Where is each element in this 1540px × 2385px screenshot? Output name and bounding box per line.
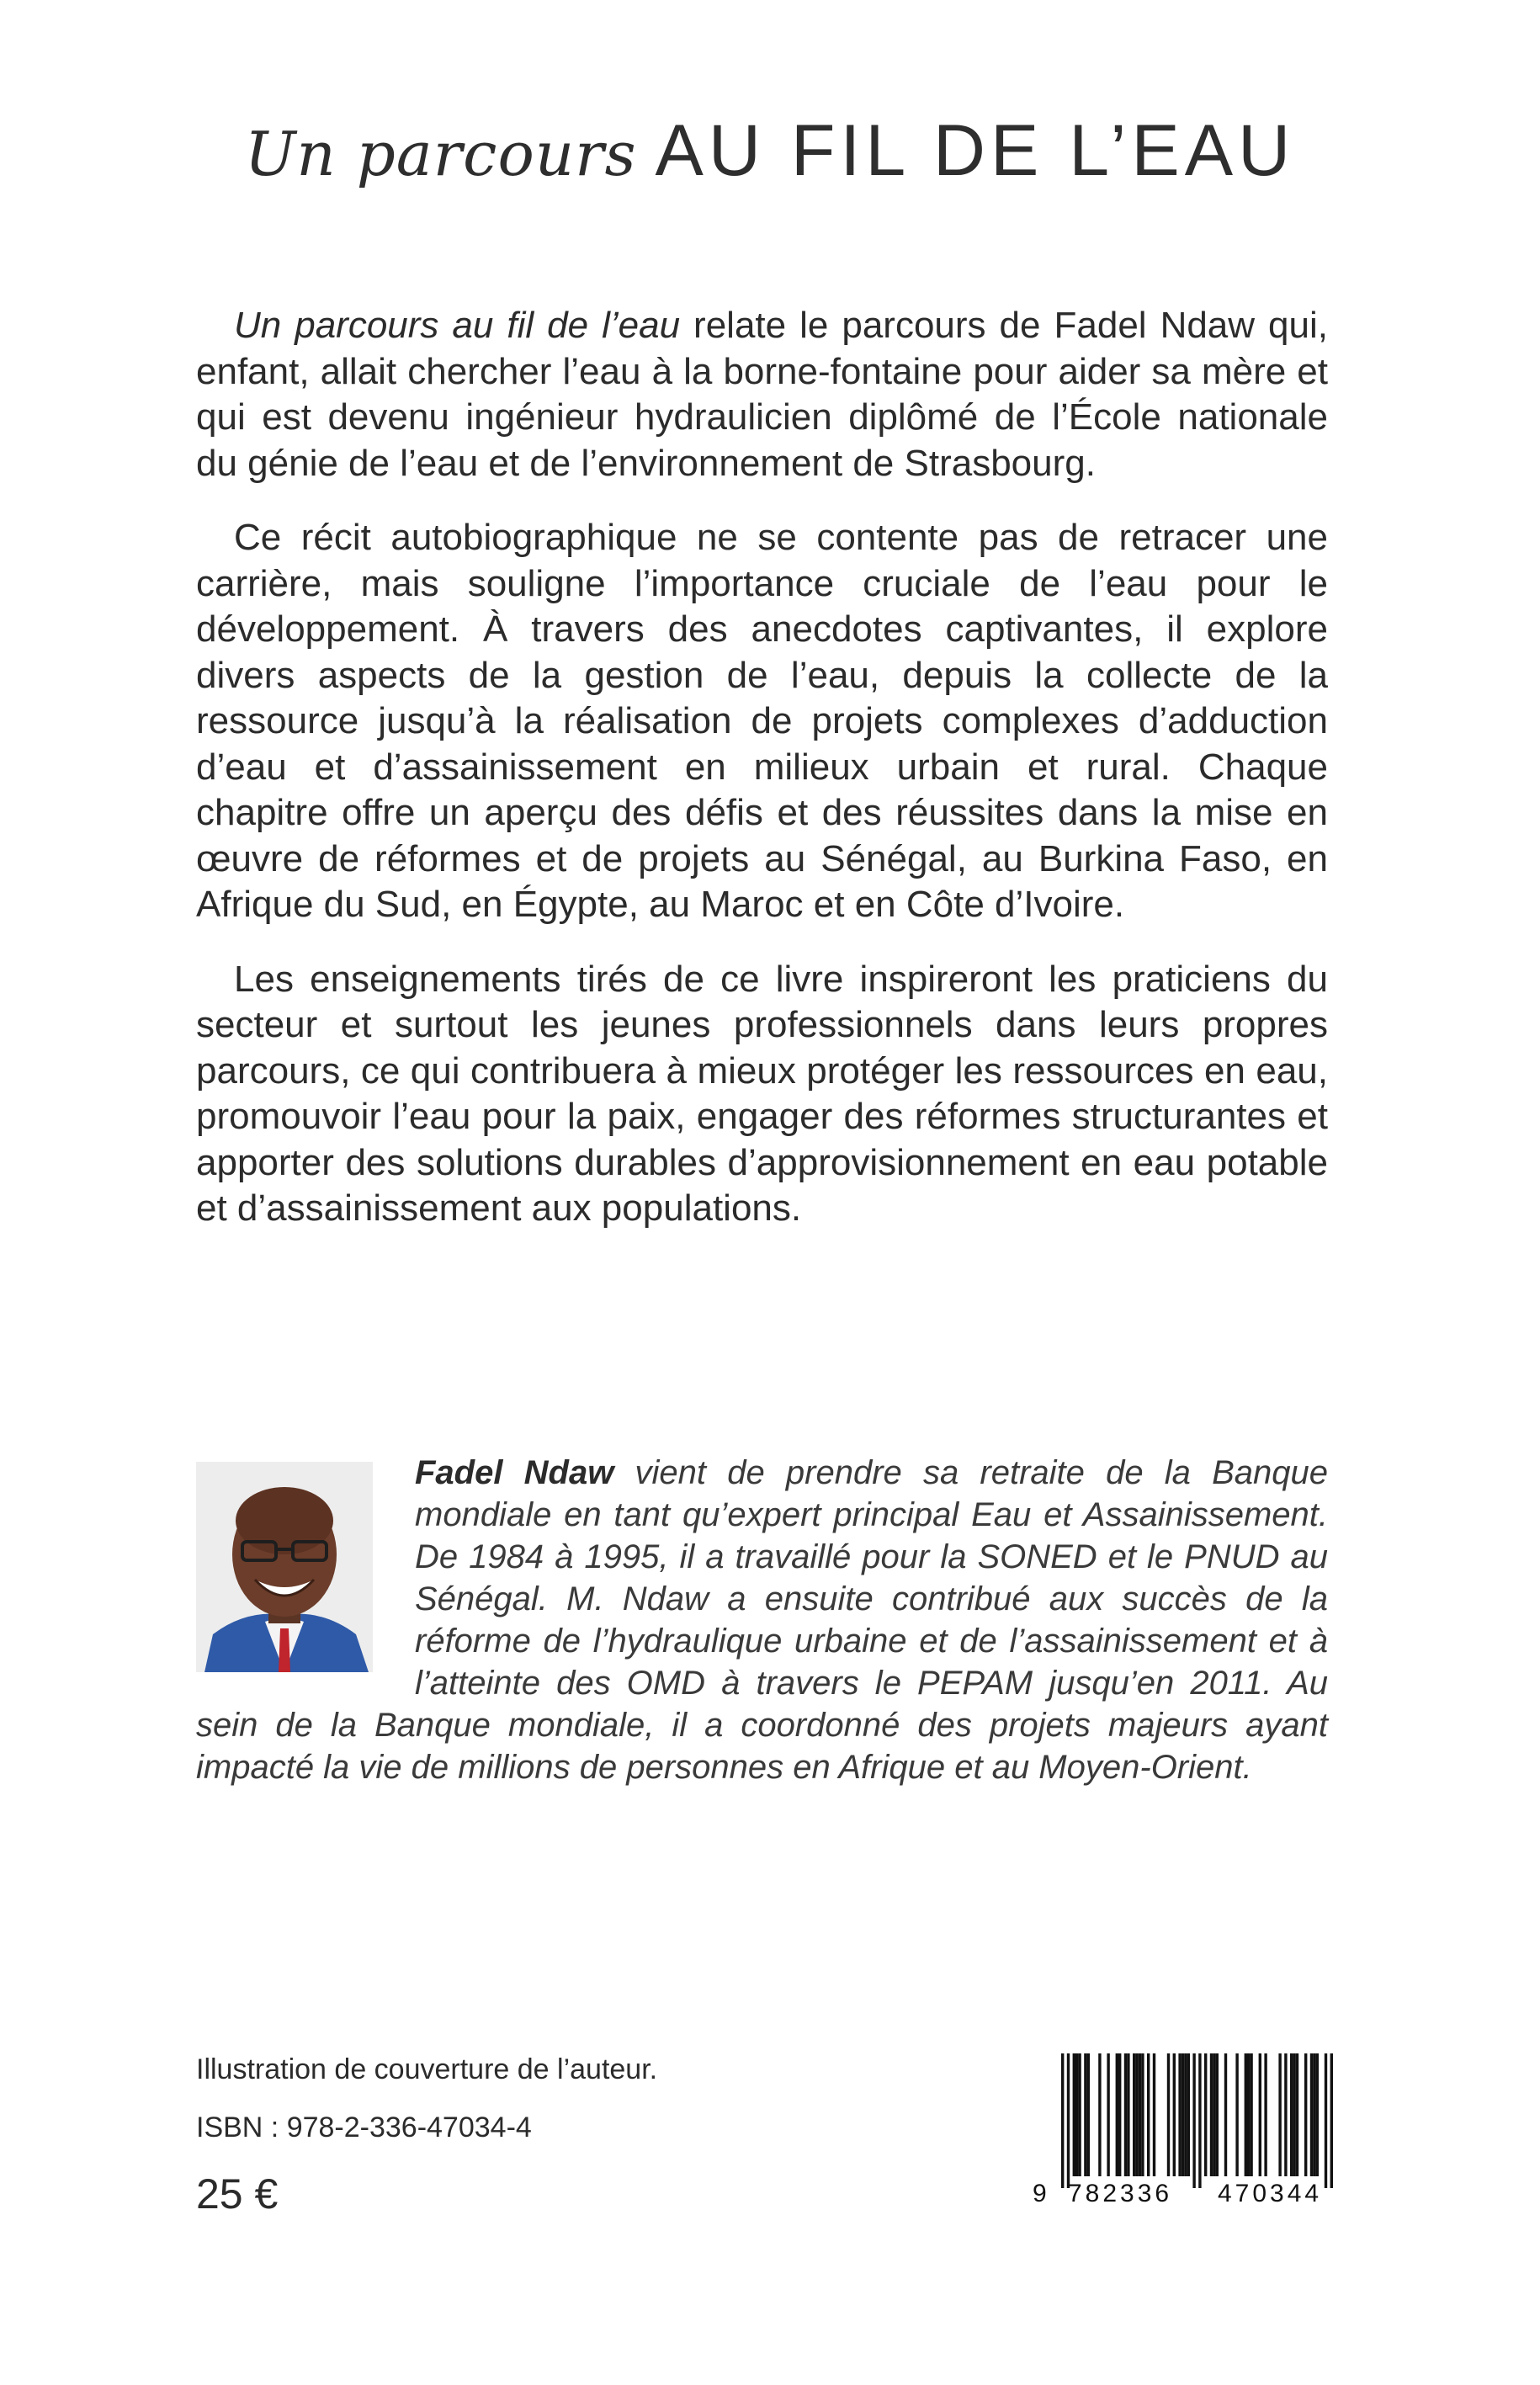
barcode-bar	[1313, 2053, 1315, 2176]
barcode-bar	[1204, 2053, 1207, 2176]
barcode-bar	[1073, 2053, 1075, 2176]
illustration-credit: Illustration de couverture de l’auteur.	[196, 2053, 658, 2085]
barcode-bar	[1139, 2053, 1141, 2176]
title-script-part: Un parcours	[244, 119, 637, 189]
barcode-bar	[1213, 2053, 1215, 2176]
author-portrait-image	[196, 1462, 373, 1672]
isbn-barcode	[1031, 2053, 1367, 2205]
barcode-bar	[1135, 2053, 1138, 2176]
barcode-bar	[1098, 2053, 1101, 2176]
barcode-digits-group-2: 470344	[1218, 2180, 1323, 2205]
summary-book-title-italic: Un parcours au fil de l’eau	[234, 305, 681, 346]
barcode-bar	[1178, 2053, 1181, 2176]
barcode-bar	[1078, 2053, 1081, 2176]
barcode-bar	[1216, 2053, 1219, 2176]
summary-paragraph-1	[196, 303, 1328, 486]
barcode-bar	[1235, 2053, 1238, 2176]
summary-paragraph-3: Les enseignements tirés de ce livre inspireront les praticiens du secteur et surtout les jeunes professionnels dans leurs propres parcours, ce qui contribuera à mieux protéger les ressources en eau, promouvoir l’eau pour la paix, engager des réformes structurantes et apporter des solutions durables d’approvisionnement en eau potable et d’assainissement aux populations.	[196, 958, 1328, 1229]
author-bio-text: vient de prendre sa retraite de la Banque mondiale en tant qu’expert principal Eau et Assainissement. De 1984 à 1995, il a travaillé pour la SONED et le PNUD au Sénégal. M. Ndaw a ensuite contribué aux succès de la réforme de l’hydraulique urbaine et de l’assainissement et à l’atteinte des OMD à travers le PEPAM jusqu’en 2011. Au sein de la Banque mondiale, il a coordonné des projets majeurs ayant impacté la vie de millions de personnes en Afrique et au Moyen-Orient.	[196, 1454, 1328, 1786]
barcode-bar	[1224, 2053, 1227, 2176]
author-bio-block	[196, 1452, 1328, 1788]
barcode-bar	[1084, 2053, 1086, 2176]
barcode-bar	[1116, 2053, 1118, 2176]
barcode-bar	[1330, 2053, 1333, 2188]
barcode-bar	[1264, 2053, 1267, 2176]
author-name: Fadel Ndaw	[415, 1454, 614, 1491]
barcode-bar	[1107, 2053, 1109, 2176]
barcode-bar	[1304, 2053, 1307, 2176]
barcode-bar	[1247, 2053, 1250, 2176]
barcode-bar	[1250, 2053, 1252, 2176]
book-title	[0, 109, 1540, 193]
barcode-bar	[1278, 2053, 1281, 2176]
barcode-bar	[1141, 2053, 1144, 2176]
barcode-bar	[1075, 2053, 1078, 2176]
barcode-bar	[1290, 2053, 1293, 2176]
barcode-bar	[1198, 2053, 1201, 2188]
barcode-bar	[1259, 2053, 1261, 2176]
barcode-first-digit: 9	[1033, 2180, 1047, 2205]
barcode-bar	[1167, 2053, 1170, 2176]
barcode-bar	[1173, 2053, 1176, 2176]
barcode-bar	[1182, 2053, 1184, 2176]
barcode-bar	[1147, 2053, 1150, 2176]
barcode-bar	[1187, 2053, 1190, 2176]
barcode-bar	[1061, 2053, 1064, 2188]
barcode-bar	[1184, 2053, 1187, 2176]
author-photo	[196, 1462, 373, 1672]
barcode-bar	[1067, 2053, 1070, 2188]
barcode-bar	[1087, 2053, 1090, 2176]
barcode-bar	[1316, 2053, 1319, 2176]
price-label: 25 €	[196, 2170, 279, 2218]
barcode-bar	[1118, 2053, 1121, 2176]
barcode-bar	[1245, 2053, 1247, 2176]
barcode-bars	[1061, 2053, 1333, 2188]
barcode-bar	[1127, 2053, 1129, 2176]
barcode-bar	[1284, 2053, 1287, 2176]
barcode-bar	[1192, 2053, 1195, 2188]
summary-paragraph-2: Ce récit autobiographique ne se contente pas de retracer une carrière, mais souligne l’importance cruciale de l’eau pour le développement. À travers des anecdotes captivantes, il explore divers aspects de la gestion de l’eau, depuis la collecte de la ressource jusqu’à la réalisation de projets complexes d’adduction d’eau et d’assainissement en milieux urbain et rural. Chaque chapitre offre un aperçu des défis et des réussites dans la mise en œuvre de réformes et de projets au Sénégal, au Burkina Faso, en Afrique du Sud, en Égypte, au Maroc et en Côte d’Ivoire.	[196, 517, 1328, 925]
barcode-digits-group-1: 782336	[1068, 2180, 1173, 2205]
title-caps-part: AU FIL DE L’EAU	[655, 110, 1296, 191]
barcode-bar	[1310, 2053, 1313, 2176]
barcode-bar	[1124, 2053, 1127, 2176]
summary-paragraph-1-text: relate le parcours de Fadel Ndaw qui, enfant, allait chercher l’eau à la borne-fontaine pour aider sa mère et qui est devenu ingénieur hydraulicien diplômé de l’École nationale du génie de l’eau et de l’environnement de Strasbourg.	[196, 305, 1328, 484]
isbn-number: ISBN : 978-2-336-47034-4	[196, 2111, 532, 2143]
barcode-bar	[1296, 2053, 1298, 2176]
barcode-bar	[1210, 2053, 1213, 2176]
barcode-bar	[1153, 2053, 1155, 2176]
barcode-bar	[1133, 2053, 1135, 2176]
barcode-bar	[1293, 2053, 1295, 2176]
summary-text	[196, 303, 1328, 1261]
barcode-bar	[1325, 2053, 1327, 2188]
credits-block	[196, 2053, 657, 2218]
